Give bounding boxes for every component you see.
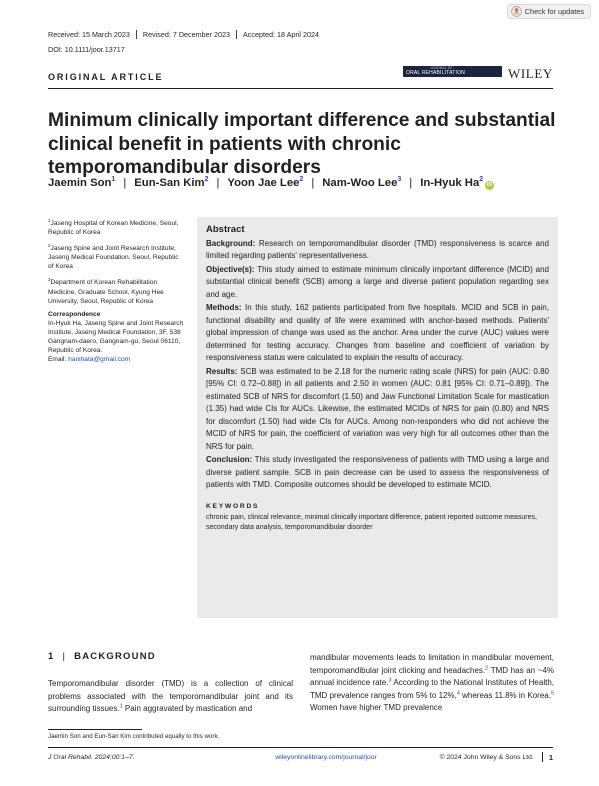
reference-link[interactable]: 5 [550, 690, 555, 697]
body-text-right: mandibular movements leads to limitation in mandibular movement, temporomandibular joint clicking and headaches.$^2$ TMD has an ~4% annual incidence rate.$^3$ According to the National Institutes of Health, TMD prevalence ranges from 5% to 12%,$^4$ whereas 11.8% in Korea.$^5$ Women have higher TMD prevalence [310, 653, 555, 713]
author-separator: | [123, 176, 127, 189]
page-number: 1 [548, 752, 553, 762]
author-separator: | [216, 176, 220, 189]
accepted-date: Accepted: 18 April 2024 [236, 30, 325, 39]
footer-divider [48, 747, 553, 748]
abstract-heading: Abstract [206, 224, 245, 235]
body-text-left: Temporomandibular disorder (TMD) is a collection of clinical problems associated with the temporomandibular joint and its surrounding tissues.$^1$ Pain aggravated by mastication and [48, 679, 293, 714]
reference-link[interactable]: 4 [456, 690, 460, 697]
reference-link[interactable]: 3 [388, 677, 392, 684]
author-name[interactable]: Yoon Jae Lee$^2$ [227, 176, 304, 189]
orcid-icon[interactable]: iD [486, 181, 493, 188]
article-title: Minimum clinically important difference and substantial clinical benefit in patients with chronic temporomandibular disorders [48, 110, 556, 178]
journal-citation: J Oral Rehabil. 2024;00:1–7. [48, 753, 135, 761]
reference-link[interactable]: 2 [485, 664, 489, 671]
author-affiliation[interactable]: 2 [204, 176, 209, 183]
abstract-conclusion: Conclusion: This study investigated the responsiveness of patients with TMD using a large and diverse patient sample. SCB in pain decrease can be used to assess the responsiveness of patients with TMD. Composite outcomes should be developed to estimate MCID. [206, 455, 550, 489]
journal-logo-text: ORAL REHABILITATION [406, 69, 465, 76]
affiliations [48, 216, 184, 364]
author-name[interactable]: Jaemin Son$^1$ [48, 176, 116, 189]
author-list [48, 176, 494, 190]
publisher-logo: WILEY [508, 66, 553, 81]
journal-url-link[interactable]: wileyonlinelibrary.com/journal/joor [275, 753, 377, 761]
author-affiliation[interactable]: 2 [479, 176, 484, 183]
article-type: ORIGINAL ARTICLE [48, 72, 164, 82]
copyright: © 2024 John Wiley & Sons Ltd. [439, 753, 534, 761]
received-date: Received: 15 March 2023 [48, 30, 130, 39]
abstract-background: Background: Research on temporomandibular disorder (TMD) responsiveness is scarce and limited regarding patients' representativeness. [206, 238, 549, 260]
author-separator: | [311, 176, 315, 189]
email-link[interactable]: hanihata@gmail.com [68, 355, 131, 363]
author-affiliation[interactable]: 2 [299, 176, 304, 183]
correspondence-address: In-Hyuk Ha, Jaseng Spine and Joint Research Institute, Jaseng Medical Foundation, 3F, 538 Gangnam-daero, Gangnam-gu, Seoul 06110, Republic of Korea. [48, 319, 184, 354]
abstract-methods: Methods: In this study, 162 patients participated from five hospitals. MCID and SCB in pain, functional disability and quality of life were examined with anchor-based methods. Patients' global impression of change was used as the anchor. Area under the curve (AUC) values were determined for testing accuracy. Changes from baseline and coefficient of variation by responsiveness status were calculated to explain the results of accuracy. [206, 303, 549, 362]
author-name[interactable]: Nam-Woo Lee$^3$ [322, 176, 402, 189]
check-for-updates-button[interactable] [507, 4, 591, 19]
section-number: 1 [48, 651, 55, 662]
abstract-box [197, 217, 558, 618]
header-divider [48, 88, 553, 89]
author-affiliation[interactable]: 3 [397, 176, 402, 183]
author-separator: | [409, 176, 413, 189]
section-separator: | [62, 651, 67, 662]
page-separator [542, 752, 543, 762]
author-name[interactable]: Eun-San Kim$^2$ [134, 176, 209, 189]
affiliation-item: $^1$Jaseng Hospital of Korean Medicine, Seoul, Republic of Korea [48, 218, 179, 237]
author-name[interactable]: In-Hyuk Ha$^2$ [420, 176, 484, 189]
footnote-divider [48, 729, 142, 730]
check-updates-label: Check for updates [524, 7, 584, 16]
affiliation-item: $^3$Department of Korean Rehabilitation Medicine, Graduate School, Kyung Hee University, Seoul, Republic of Korea [48, 277, 164, 305]
page-footer [48, 752, 553, 762]
footer-right [440, 752, 553, 762]
correspondence-email: Email: hanihata@gmail.com [48, 355, 131, 363]
keywords-heading: KEYWORDS [206, 502, 260, 510]
doi[interactable]: DOI: 10.1111/joor.13717 [48, 45, 125, 54]
journal-logo-small: JOURNAL OF [430, 66, 453, 70]
abstract-results: Results: SCB was estimated to be 2.18 for the numeric rating scale (NRS) for pain (AUC: 0.80 [95% CI: 0.72–0.88]) in all patients and 2.50 in women (AUC: 0.81 [95% CI: 0.71–0.89]). The estimated SCB of NRS for discomfort (1.50) and Jaw Functional Limitation Scale for mastication (1.35) had wide CIs for AUCs. Likewise, the estimated MCIDs of NRS for pain (0.80) and NRS for discomfort (1.50) had wide CIs for AUCs. Among non-responders who did not achieve the MCID of NRS for pain, the coefficient of variation was very high for all outcomes other than the NRS for pain. [206, 366, 549, 451]
correspondence-heading: Correspondence [48, 310, 101, 318]
reference-link[interactable]: 1 [119, 703, 123, 710]
section-heading [48, 651, 156, 662]
footnote: Jaemin Son and Eun-San Kim contributed equally to this work. [48, 733, 220, 740]
author-affiliation[interactable]: 1 [111, 176, 116, 183]
journal-logo [403, 66, 502, 77]
check-updates-icon [511, 6, 522, 17]
keywords: chronic pain, clinical relevance, minimal clinically important difference, patient reported outcome measures, secondary data analysis, temporomandibular disorder [206, 513, 537, 531]
revised-date: Revised: 7 December 2023 [136, 30, 236, 39]
abstract-objectives: Objective(s): This study aimed to estimate minimum clinically important difference (MCID) and substantial clinical benefit (SCB) among a large and diverse patient population regarding sex and age. [206, 264, 550, 299]
section-title: BACKGROUND [74, 651, 156, 662]
affiliation-item: $^2$Jaseng Spine and Joint Research Institute, Jaseng Medical Foundation, Seoul, Republic of Korea [48, 243, 179, 271]
article-dates [48, 30, 325, 39]
